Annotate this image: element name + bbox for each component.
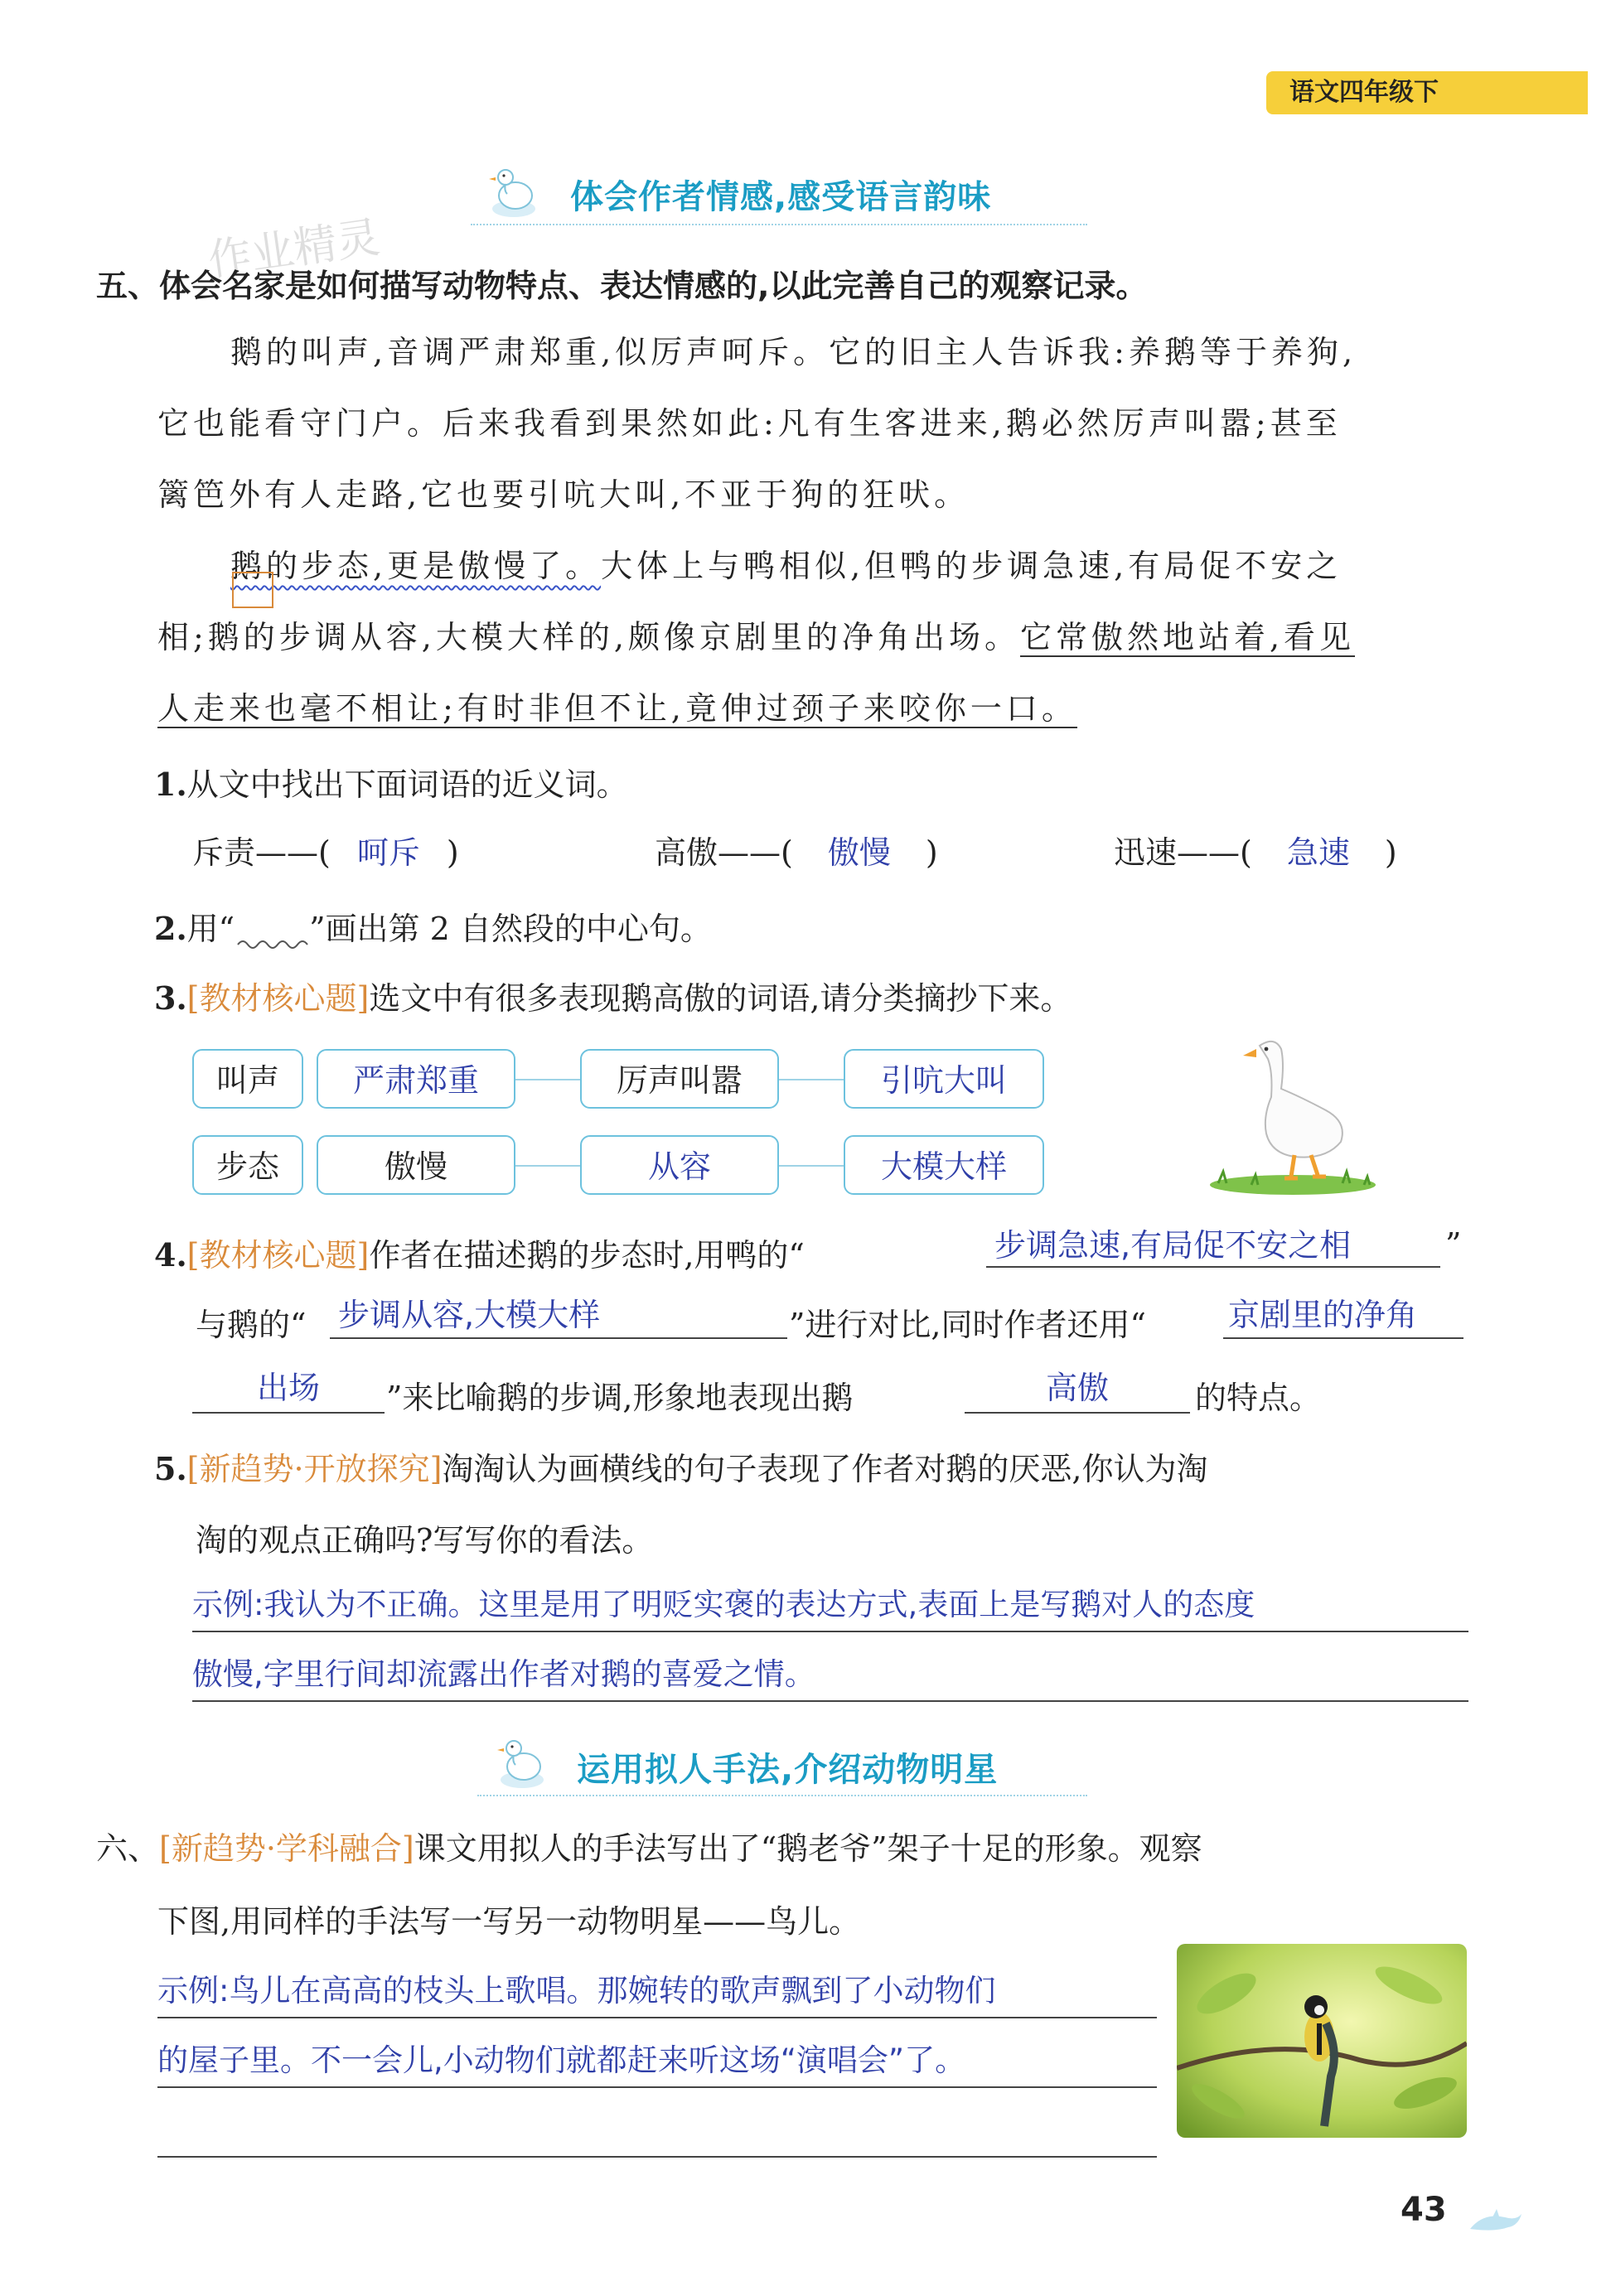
text-line: 的特点。 bbox=[1195, 1380, 1322, 1416]
underlined-sentence: 它常傲然地站着,看见 bbox=[1019, 619, 1356, 655]
passage-line: 相;鹅的步调从容,大模大样的,颇像京剧里的净角出场。它常傲然地站着,看见 bbox=[157, 619, 1356, 655]
text-line: 下图,用同样的手法写一写另一动物明星——鸟儿。 bbox=[157, 1903, 861, 1940]
question-tag: [教材核心题] bbox=[186, 980, 370, 1017]
text-line: 淘的观点正确吗?写写你的看法。 bbox=[196, 1522, 654, 1559]
answer-box: 从容 bbox=[580, 1135, 779, 1195]
word-box: 傲慢 bbox=[317, 1135, 515, 1195]
underlined-sentence: 人走来也毫不相让;有时非但不让,竟伸过颈子来咬你一口。 bbox=[157, 690, 1077, 727]
question-title: 六、[新趋势·学科融合]课文用拟人的手法写出了“鹅老爷”架子十足的形象。观察 bbox=[96, 1830, 1202, 1867]
text-line: 与鹅的“ bbox=[196, 1307, 307, 1343]
passage-line: 鹅的步态,更是傲慢了。大体上与鸭相似,但鸭的步调急速,有局促不安之 bbox=[230, 548, 1342, 584]
answer-line bbox=[157, 2105, 1157, 2158]
question-title: 五、体会名家是如何描写动物特点、表达情感的,以此完善自己的观察记录。 bbox=[96, 268, 1148, 304]
goose-icon bbox=[496, 1733, 549, 1793]
grade-tab: 语文四年级下 bbox=[1266, 71, 1588, 114]
section-divider bbox=[477, 1795, 1087, 1796]
answer-line: 示例:我认为不正确。这里是用了明贬实褒的表达方式,表面上是写鹅对人的态度 bbox=[192, 1579, 1468, 1632]
category-box: 叫声 bbox=[192, 1049, 303, 1109]
bird-photo bbox=[1177, 1944, 1467, 2138]
answer-line: 傲慢,字里行间却流露出作者对鹅的喜爱之情。 bbox=[192, 1649, 1468, 1702]
sub-question: 2.用“ ”画出第 2 自然段的中心句。 bbox=[154, 910, 712, 947]
passage-line bbox=[157, 673, 1077, 744]
sub-question: 3.[教材核心题]选文中有很多表现鹅高傲的词语,请分类摘抄下来。 bbox=[154, 979, 1072, 1017]
passage-line: 鹅的叫声,音调严肃郑重,似厉声呵斥。它的旧主人告诉我:养鹅等于养狗, bbox=[230, 334, 1357, 370]
answer-line: 示例:鸟儿在高高的枝头上歌唱。那婉转的歌声飘到了小动物们 bbox=[157, 1965, 1157, 2018]
sub-question: 1.从文中找出下面词语的近义词。 bbox=[154, 766, 628, 803]
goose-icon bbox=[487, 162, 540, 222]
answer-line: 的屋子里。不一会儿,小动物们就都赶来听这场“演唱会”了。 bbox=[157, 2035, 1157, 2088]
fill-blank-answer: 京剧里的净角 bbox=[1223, 1289, 1463, 1339]
page-number: 43 bbox=[1401, 2191, 1447, 2229]
quote-mark: ” bbox=[1445, 1226, 1462, 1263]
watermark: 作业精灵 bbox=[205, 212, 383, 287]
synonym-pair: 迅速——( 急速 ) bbox=[1114, 827, 1397, 872]
question-tag: [新趋势·开放探究] bbox=[186, 1451, 443, 1487]
section-title: 运用拟人手法,介绍动物明星 bbox=[577, 1751, 999, 1789]
fill-blank-answer: 步调急速,有局促不安之相 bbox=[986, 1220, 1440, 1268]
goose-illustration bbox=[1202, 1031, 1384, 1196]
passage-line: 它也能看守门户。后来我看到果然如此:凡有生客进来,鹅必然厉声叫嚣;甚至 bbox=[157, 405, 1342, 442]
section-title: 体会作者情感,感受语言韵味 bbox=[570, 178, 992, 216]
text-line: ”来比喻鹅的步调,形象地表现出鹅 bbox=[386, 1380, 854, 1416]
text-line: ”进行对比,同时作者还用“ bbox=[789, 1307, 1146, 1343]
synonym-pair: 斥责——( 呵斥 ) bbox=[192, 827, 459, 872]
question-tag: [教材核心题] bbox=[186, 1237, 370, 1274]
wave-mark-icon bbox=[235, 922, 309, 939]
section-divider bbox=[471, 224, 1087, 225]
answer-text: 急速 bbox=[1286, 834, 1350, 871]
answer-box: 严肃郑重 bbox=[317, 1049, 515, 1109]
synonym-pair: 高傲——( 傲慢 ) bbox=[655, 827, 938, 872]
category-box: 步态 bbox=[192, 1135, 303, 1195]
sub-question: 4.[教材核心题]作者在描述鹅的步态时,用鸭的“ bbox=[154, 1236, 805, 1274]
sub-question: 5.[新趋势·开放探究]淘淘认为画横线的句子表现了作者对鹅的厌恶,你认为淘 bbox=[154, 1450, 1208, 1487]
fill-blank-answer: 出场 bbox=[192, 1362, 385, 1414]
fill-blank-answer: 高傲 bbox=[965, 1362, 1190, 1414]
word-box: 厉声叫嚣 bbox=[580, 1049, 779, 1109]
answer-text: 呵斥 bbox=[356, 834, 420, 871]
central-sentence: 鹅的步态,更是傲慢了。 bbox=[230, 548, 602, 584]
dolphin-icon bbox=[1467, 2207, 1525, 2240]
answer-box: 大模大样 bbox=[844, 1135, 1044, 1195]
answer-box: 引吭大叫 bbox=[844, 1049, 1044, 1109]
passage-line: 篱笆外有人走路,它也要引吭大叫,不亚于狗的狂吠。 bbox=[157, 476, 970, 513]
question-tag: [新趋势·学科融合] bbox=[159, 1830, 414, 1867]
answer-text: 傲慢 bbox=[827, 834, 891, 871]
fill-blank-answer: 步调从容,大模大样 bbox=[330, 1289, 787, 1339]
